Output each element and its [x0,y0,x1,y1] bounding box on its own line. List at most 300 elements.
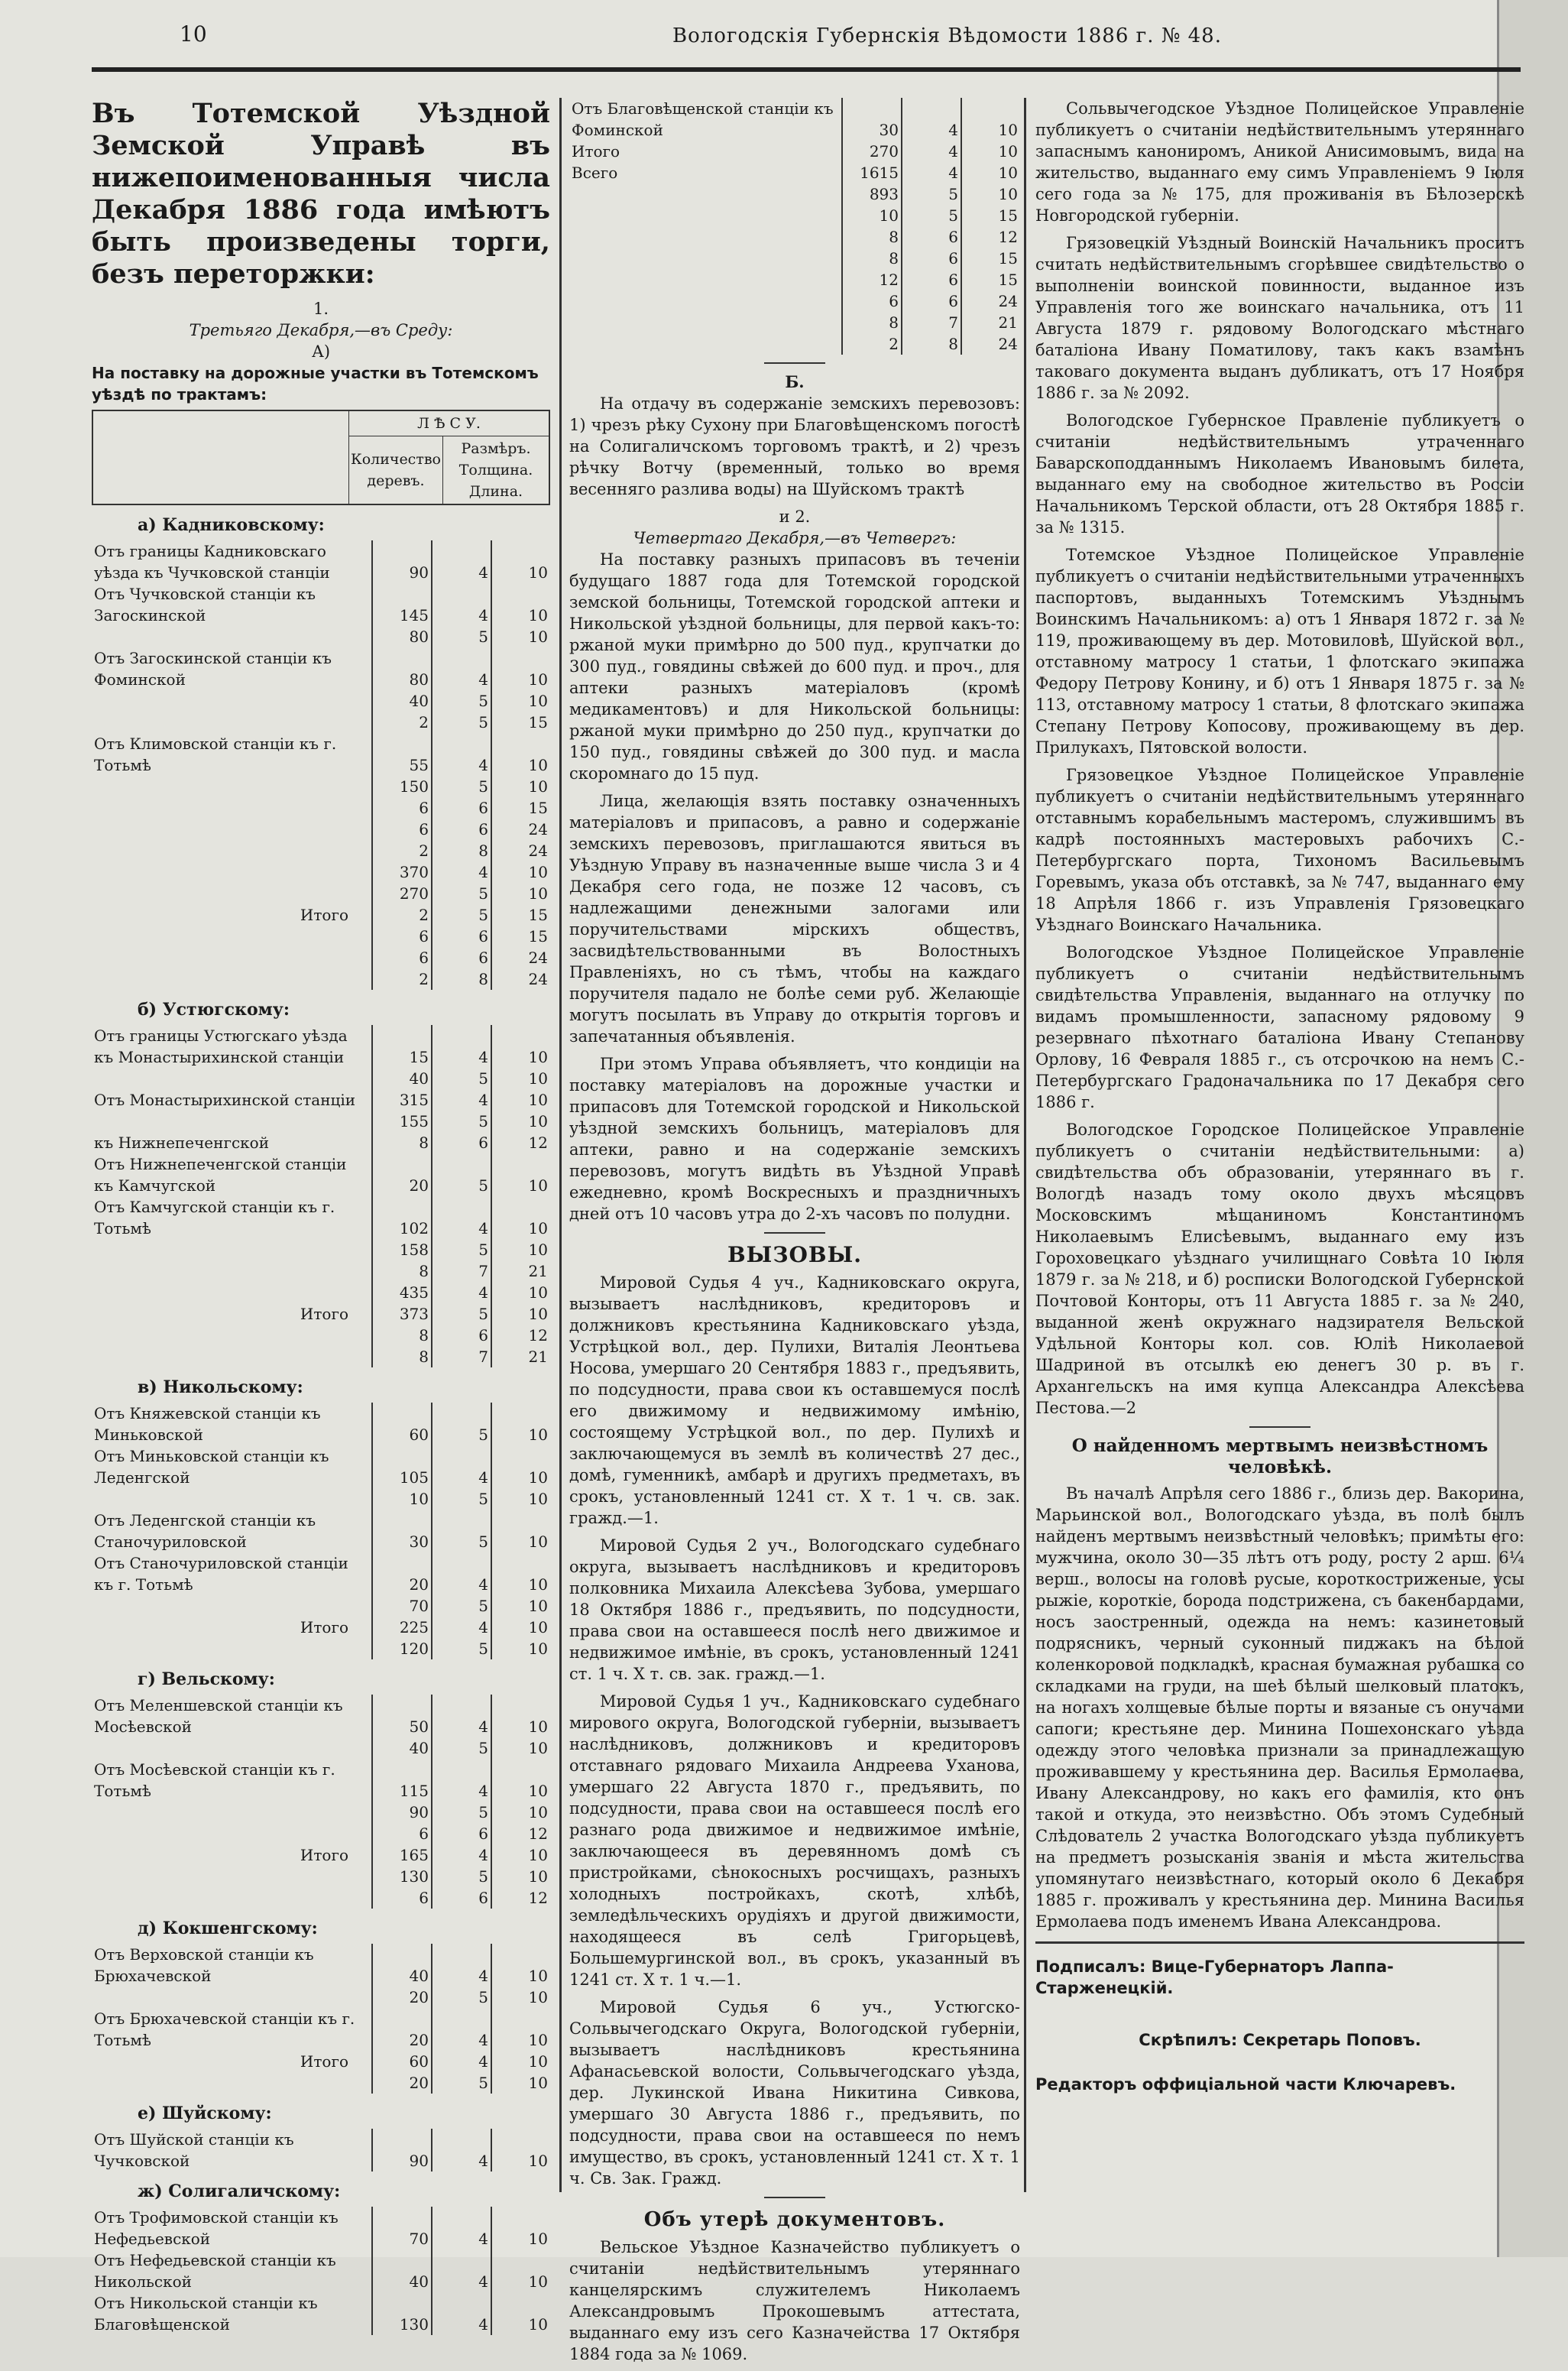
column-divider-1 [559,98,562,2192]
table-row [92,1239,550,1260]
row-thickness: 5 [432,904,491,926]
table-row [92,540,550,583]
table-row [92,861,550,883]
row-label: Отъ Брюхачевской станціи къ г. Тотьмѣ [94,2009,355,2049]
table-row [92,2051,550,2072]
row-label: Отъ Благовѣщенской станціи къ Фоминской [572,99,834,139]
row-length: 10 [491,2051,550,2072]
row-qty: 115 [372,1759,432,1802]
table-row [92,1866,550,1887]
size-header [442,436,549,505]
table-row [569,226,1020,248]
row-thickness: 4 [432,583,491,626]
row-label [92,776,372,797]
row-length: 10 [491,1759,550,1802]
row-qty: 80 [372,647,432,690]
table-row [92,840,550,861]
row-label [92,1737,372,1759]
row-length: 15 [491,712,550,733]
row-thickness: 4 [432,1944,491,1987]
signature-secretary: Скрѣпилъ: Секретарь Поповъ. [1139,2031,1421,2049]
qty-header: Количество деревъ. [349,436,443,505]
row-qty: 145 [372,583,432,626]
header-rule [92,67,1521,72]
row-thickness: 5 [432,712,491,733]
summons-1: Мировой Судья 4 уч., Кадниковскаго округа, вызываетъ наслѣдниковъ, кредиторовъ и должниковъ крестьянина Кадниковскаго уѣзда, Устрѣцкой вол., дер. Пулихи, Виталія Леонтьева Носова, умершаго 20 Сентября 1883 г., предъявить, по подсудности, права свои къ оставшемуся послѣ его движимому и недвижимому имѣнію, состоящему Устрѣцкой вол., по дер. Пулихѣ и заключающемуся въ землѣ въ количествѣ 27 дес., домѣ, гуменникѣ, амбарѣ и другихъ предметахъ, въ срокъ, установленный 1241 ст. X т. 1 ч. св. зак. гражд.—1. [569,1273,1020,1527]
supplies-paragraph: На поставку разныхъ припасовъ въ теченіи будущаго 1887 года для Тотемской городской земской больницы, Тотемской городской аптеки и Никольской уѣздной больницы, для первой какъ-то: ржаной муки примѣрно до 500 пуд., крупчатки до 300 пуд., говядины свѣжей до 600 пуд. и проч., для аптеки разныхъ матеріаловъ (кромѣ медикаментовъ) и для Никольской больницы: ржаной муки примѣрно до 250 пуд., крупчатки до 150 пуд., говядины свѣжей до 300 пуд. и масла скоромнаго до 15 пуд. [569,550,1020,783]
row-qty: 8 [842,312,902,333]
table-row [92,1488,550,1510]
row-qty: 270 [372,883,432,904]
row-qty: 435 [372,1282,432,1303]
row-thickness: 4 [432,1282,491,1303]
row-label [92,1111,372,1132]
table-row [92,1617,550,1638]
row-qty: 6 [372,947,432,968]
table-row [92,1303,550,1325]
row-qty: 90 [372,540,432,583]
table-row [92,1445,550,1488]
route-table [92,2129,550,2172]
row-qty: 130 [372,1866,432,1887]
row-thickness: 4 [432,1089,491,1111]
row-thickness: 5 [432,1595,491,1617]
row-label [569,226,842,248]
route-table [92,2207,550,2335]
summons-3: Мировой Судья 1 уч., Кадниковскаго судебнаго мирового округа, Вологодской губерніи, вызываетъ наслѣдниковъ, должниковъ и кредиторовъ отставнаго рядоваго Михаила Андреева Уханова, умершаго 22 Августа 1870 г., предъявить, по подсудности, права свои на оставшееся послѣ его разнаго рода движимое и недвижимое имѣніе, заключающееся въ деревянномъ домѣ съ пристройками, сѣнокосныхъ росчищахъ, разныхъ холодныхъ постройкахъ, скотѣ, хлѣбѣ, земледѣльческихъ орудіяхъ и другой движимости, находящееся въ селѣ Григорьцевѣ, Большемургинской вол., въ срокъ, указанный въ 1241 ст. X т. 1 ч.—1. [569,1692,1020,1989]
table-row [92,1638,550,1659]
row-length: 10 [491,1239,550,1260]
row-qty: 60 [372,2051,432,2072]
row-thickness: 4 [432,1025,491,1068]
table-row [92,2072,550,2094]
route-section-title: ж) Солигаличскому: [138,2181,341,2201]
row-label [92,1638,372,1659]
notice-6: Вологодское Уѣздное Полицейское Управленіе публикуетъ о считаніи недѣйствительнымъ свидѣтельства Управленія, выданнаго на отлучку по видамъ промышленности, запасному рядовому 9 резервнаго пѣхотнаго баталіона Ивану Степанову Орлову, 16 Февраля 1885 г., съ отсрочкою на немъ С.-Петербургскаго Градоначальника по 17 Декабря сего 1886 г. [1035,943,1524,1111]
row-thickness: 5 [432,1239,491,1260]
table-row [92,904,550,926]
divider [764,2197,825,2198]
row-thickness: 6 [432,1132,491,1153]
row-length: 10 [491,1552,550,1595]
row-label [569,248,842,269]
row-length: 10 [491,1987,550,2008]
row-label: Отъ Нефедьевской станціи къ Никольской [94,2251,336,2291]
divider [764,1232,825,1234]
lost-documents-text: Вельское Уѣздное Казначейство публикуетъ о считаніи недѣйствительнымъ утеряннаго канцелярскимъ служителемъ Николаемъ Александровымъ Прокошевымъ аттестата, выданнаго ему изъ сего Казначейства 17 Октября 1884 года за № 1069. [569,2238,1020,2363]
row-label: Отъ Станочуриловской станціи къ г. Тотьмѣ [94,1554,348,1594]
row-thickness: 5 [902,183,961,205]
row-thickness: 5 [432,776,491,797]
row-qty: 2 [372,968,432,990]
row-length: 10 [491,1617,550,1638]
row-label [92,1595,372,1617]
section-number: 1. [313,300,329,318]
row-label: Отъ Шуйской станціи къ Чучковской [94,2130,294,2170]
row-length: 24 [491,968,550,990]
row-length: 10 [491,1695,550,1737]
table-row [92,690,550,712]
row-length: 10 [491,647,550,690]
table-row [92,1346,550,1367]
row-qty: 102 [372,1196,432,1239]
row-label [92,1887,372,1909]
route-table [92,1025,550,1367]
row-qty: 105 [372,1445,432,1488]
row-label [569,312,842,333]
row-label [92,819,372,840]
row-thickness: 5 [432,1153,491,1196]
row-qty: 158 [372,1239,432,1260]
row-qty: 8 [372,1325,432,1346]
table-row [92,1089,550,1111]
row-qty: 2 [842,333,902,355]
row-qty: 80 [372,626,432,647]
row-length: 10 [491,1844,550,1866]
table-row [92,1844,550,1866]
row-qty: 6 [372,797,432,819]
row-qty: 2 [372,840,432,861]
row-length: 10 [491,2072,550,2094]
row-thickness: 6 [902,269,961,290]
route-section-title: г) Вельскому: [138,1669,275,1689]
row-label: Отъ границы Устюгскаго уѣзда къ Монастырихинской станціи [94,1027,348,1066]
row-thickness: 5 [432,2072,491,2094]
row-label: Отъ Монастырихинской станціи [94,1091,356,1109]
row-thickness: 4 [432,2292,491,2335]
row-thickness: 6 [432,1325,491,1346]
row-length: 10 [491,2207,550,2249]
second-date: Четвертаго Декабря,—въ Четвергъ: [633,529,957,547]
auction-date: Третьяго Декабря,—въ Среду: [189,321,453,339]
table-row [92,926,550,947]
table-row [92,1111,550,1132]
row-qty: 50 [372,1695,432,1737]
row-length: 10 [491,733,550,776]
row-label [569,333,842,355]
table-row [92,583,550,626]
row-qty: 120 [372,1638,432,1659]
table-row [92,1595,550,1617]
row-qty: 8 [372,1260,432,1282]
table-row [92,2207,550,2249]
row-label: Отъ Никольской станціи къ Благовѣщенской [94,2294,318,2334]
row-length: 10 [491,1595,550,1617]
notice-4: Тотемское Уѣздное Полицейское Управленіе публикуетъ о считаніи недѣйствительными утраченныхъ паспортовъ, выданныхъ Тотемскимъ Уѣзднымъ Воинскимъ Начальникомъ: а) отъ 1 Января 1872 г. за № 119, проживающему въ дер. Мотовиловѣ, Шуйской вол., отставному матросу 1 статьи, 1 флотскаго экипажа Федору Петрову Конину, и б) отъ 1 Января 1875 г. за № 113, отставному матросу 1 статьи, 8 флотскаго экипажа Степану Петрову Копосову, проживающему въ дер. Прилукахъ, Пятовской волости. [1035,546,1524,757]
row-qty: 40 [372,1737,432,1759]
table-row [92,1695,550,1737]
row-thickness: 5 [432,1488,491,1510]
row-thickness: 6 [432,797,491,819]
row-thickness: 5 [432,626,491,647]
row-qty: 12 [842,269,902,290]
signature-editor: Редакторъ оффиціальной части Ключаревъ. [1035,2075,1456,2094]
table-row [92,1987,550,2008]
row-length: 10 [491,540,550,583]
row-qty: 20 [372,1153,432,1196]
row-label: Отъ Княжевской станціи къ Миньковской [94,1404,321,1444]
row-thickness: 5 [432,690,491,712]
row-thickness: 4 [902,162,961,183]
table-row [92,797,550,819]
row-label: Отъ Нижнепеченгской станціи къ Камчугской [94,1155,347,1195]
row-label [92,861,372,883]
row-label: Итого [300,2052,348,2071]
row-thickness: 4 [432,1759,491,1802]
row-qty: 6 [372,1887,432,1909]
row-qty: 6 [372,926,432,947]
row-thickness: 5 [432,1068,491,1089]
row-thickness: 4 [432,1844,491,1866]
route-table [92,540,550,990]
newspaper-title: Вологодскія Губернскія Вѣдомости 1886 г. № 48. [672,24,1222,47]
row-length: 12 [491,1887,550,1909]
row-label [92,840,372,861]
row-label [92,2072,372,2094]
row-length: 10 [491,1068,550,1089]
table-row [92,1510,550,1552]
row-qty: 10 [372,1488,432,1510]
table-row [92,647,550,690]
row-length: 10 [491,1153,550,1196]
row-length: 10 [491,2249,550,2292]
notice-2: Грязовецкій Уѣздный Воинскій Начальникъ проситъ считать недѣйствительнымъ сгорѣвшее свидѣтельство о выполненіи воинской повинности, выданное изъ Управленія того же воинскаго начальника, отъ 11 Августа 1879 г. рядовому Вологодскаго мѣстнаго баталіона Ивану Поматилову, такъ какъ взамѣнъ таковаго документа выданъ дубликатъ, отъ 17 Ноября 1886 г. за № 2092. [1035,234,1524,402]
row-length: 15 [961,205,1020,226]
table-row [569,98,1020,141]
row-label [92,1866,372,1887]
route-table [92,1403,550,1659]
row-length: 15 [491,904,550,926]
row-length: 10 [491,1737,550,1759]
row-label [92,1346,372,1367]
row-thickness: 6 [432,926,491,947]
row-qty: 6 [372,1823,432,1844]
row-thickness: 5 [432,1737,491,1759]
row-thickness: 4 [432,1445,491,1488]
row-thickness: 6 [432,1823,491,1844]
row-thickness: 4 [432,2129,491,2172]
row-thickness: 5 [432,1510,491,1552]
row-length: 10 [491,2008,550,2051]
row-qty: 20 [372,2072,432,2094]
row-length: 10 [491,1111,550,1132]
page-number: 10 [180,21,207,47]
row-thickness: 4 [432,647,491,690]
row-label [92,1802,372,1823]
row-qty: 6 [372,819,432,840]
table-row [92,1944,550,1987]
row-length: 10 [961,162,1020,183]
row-label [92,968,372,990]
row-label: Отъ Леденгской станціи къ Станочуриловской [94,1511,316,1551]
row-length: 10 [491,1403,550,1445]
row-thickness: 5 [902,205,961,226]
signature-vice-governor: Подписалъ: Вице-Губернаторъ Лаппа-Старженецкій. [1035,1957,1394,1997]
row-thickness: 6 [902,290,961,312]
section-and-2: и 2. [779,508,811,526]
row-qty: 8 [372,1132,432,1153]
row-qty: 90 [372,2129,432,2172]
row-label [569,269,842,290]
column-divider-2 [1024,98,1026,2192]
row-label: къ Нижнепеченгской [94,1134,270,1152]
table-row [92,2008,550,2051]
row-label: Отъ Загоскинской станціи къ Фоминской [94,649,332,689]
row-thickness: 4 [432,1196,491,1239]
row-length: 10 [491,1944,550,1987]
row-label: Отъ Чучковской станціи къ Загоскинской [94,585,316,624]
row-length: 10 [491,1196,550,1239]
row-thickness: 4 [432,2008,491,2051]
row-label [92,947,372,968]
row-thickness: 5 [432,1987,491,2008]
row-length: 12 [491,1325,550,1346]
table-row [92,947,550,968]
row-thickness: 4 [432,2207,491,2249]
row-thickness: 5 [432,1403,491,1445]
table-row [569,269,1020,290]
route-sections [92,514,550,2335]
row-label: Отъ Миньковской станціи къ Леденгской [94,1447,329,1487]
row-qty: 315 [372,1089,432,1111]
row-qty: 55 [372,733,432,776]
table-row [92,1025,550,1068]
summons-title: ВЫЗОВЫ. [727,1242,862,1267]
table-row [92,1823,550,1844]
auction-subject: На поставку на дорожные участки въ Тотемскомъ уѣздѣ по трактамъ: [92,364,539,404]
row-length: 10 [491,2129,550,2172]
row-qty: 20 [372,1552,432,1595]
length-label: Длина. [468,483,523,500]
notice-5: Грязовецкое Уѣздное Полицейское Управленіе публикуетъ о считаніи недѣйствительнымъ утеряннаго отставнымъ корабельнымъ мастеромъ, служившимъ въ кадрѣ постоянныхъ мастеровыхъ рабочихъ С.-Петербургскаго порта, Тихономъ Васильевымъ Горевымъ, указа объ отставкѣ, за № 747, выданнаго ему 18 Апрѣля 1866 г. изъ Управленія Грязовецкаго Уѣзднаго Воинскаго Начальника. [1035,766,1524,934]
table-row [92,1403,550,1445]
row-length: 15 [961,248,1020,269]
totals-table [569,98,1020,355]
row-thickness: 5 [432,1802,491,1823]
section-b-letter: Б. [785,372,805,391]
table-row [92,1282,550,1303]
table-row [92,819,550,840]
table-row [92,1325,550,1346]
lost-documents-title: Объ утерѣ документовъ. [643,2208,946,2231]
summons-2: Мировой Судья 2 уч., Вологодскаго судебнаго округа, вызываетъ наслѣдниковъ и кредиторовъ полковника Михаила Алексѣева Зубова, умершаго 18 Октября 1886 г., предъявить, по подсудности, права свои на оставшееся послѣ него движимое и недвижимое имѣніе, въ срокъ, установленный 1241 ст. 1 ч. X т. св. зак. гражд.—1. [569,1536,1020,1683]
row-qty: 40 [372,2249,432,2292]
row-length: 24 [961,290,1020,312]
row-qty: 20 [372,2008,432,2051]
notice-7: Вологодское Городское Полицейское Управленіе публикуетъ о считаніи недѣйствительными: а) свидѣтельства объ образованіи, утеряннаго въ г. Вологдѣ назадъ тому около двухъ мѣсяцовъ Московскимъ мѣщаниномъ Константиномъ Николаевымъ Елисѣевымъ, выданнаго ему изъ Гороховецкаго уѣзднаго училищнаго Совѣта 10 Іюля 1879 г. за № 218, и б) росписки Вологодской Губернской Почтовой Конторы, отъ 11 Августа 1885 г. за № 240, выданной женѣ окружнаго надзирателя Вельской Удѣльной Конторы кол. сов. Юліѣ Николаевой Шадриной въ отсылкѣ ею денегъ 30 р. въ г. Архангельскъ на имя купца Александра Алексѣева Пестова.—2 [1035,1121,1524,1417]
row-label [92,1239,372,1260]
row-length: 15 [491,926,550,947]
row-thickness: 5 [432,1638,491,1659]
found-body-text: Въ началѣ Апрѣля сего 1886 г., близь дер. Вакорина, Марьинской вол., Вологодскаго уѣзда, въ полѣ былъ найденъ мертвымъ неизвѣстный человѣкъ; примѣты его: мужчина, около 30—35 лѣтъ отъ роду, росту 2 арш. 6¼ верш., волосы на головѣ русые, короткостриженые, усы рыжіе, короткіе, борода подстрижена, съ бакенбардами, носъ заостренный, одежда на немъ: казинетовый подрясникъ, черный суконный пиджакъ на бѣлой коленкоровой подкладкѣ, красная бумажная рубашка со складками на груди, на шеѣ бѣлый шелковый платокъ, на ногахъ холщевые бѣлые порты и вязаные съ онучами сапоги; крестьяне дер. Минина Пошехонскаго уѣзда одежду этого человѣка признали за принадлежащую проживавшему у крестьянина дер. Василья Ермолаева, Ивану Александрову, но какъ его фамилія, кто онъ такой и откуда, это неизвѣстно. Объ этомъ Судебный Слѣдователь 2 участка Вологодскаго уѣзда публикуетъ на предметъ розысканія званія и мѣста жительства упомянутаго неизвѣстнаго, который около 6 Декабря 1885 г. проживалъ у крестьянина дер. Минина Василья Ермолаева подъ именемъ Ивана Александрова. [1035,1484,1524,1931]
row-qty: 10 [842,205,902,226]
table-row [92,1260,550,1282]
row-length: 10 [491,1866,550,1887]
row-length: 10 [491,1638,550,1659]
row-thickness: 6 [902,248,961,269]
conditions-paragraph: При этомъ Управа объявляетъ, что кондиціи на поставку матеріаловъ на дорожные участки и припасовъ для Тотемской городской и Никольской уѣздной земскихъ больницъ, матеріаловъ для аптеки, равно и на содержаніе земскихъ перевозовъ, могутъ видѣть въ Уѣздной Управѣ ежедневно, кромѣ Воскресныхъ и праздничныхъ дней отъ 10 часовъ утра до 2-хъ часовъ по полудни. [569,1055,1020,1223]
row-qty: 270 [842,141,902,162]
row-qty: 40 [372,690,432,712]
row-length: 10 [491,861,550,883]
row-thickness: 5 [432,1303,491,1325]
divider [1249,1426,1310,1428]
table-row [569,183,1020,205]
row-thickness: 6 [432,1887,491,1909]
lesu-label: Л Ѣ С У. [349,410,550,436]
row-label [92,626,372,647]
row-thickness: 4 [432,2051,491,2072]
row-qty: 8 [372,1346,432,1367]
row-qty: 370 [372,861,432,883]
route-section-title: а) Кадниковскому: [138,515,325,535]
row-length: 10 [961,183,1020,205]
row-length: 21 [491,1260,550,1282]
row-thickness: 4 [432,861,491,883]
table-row [92,1759,550,1802]
row-label [92,1488,372,1510]
table-row [92,1068,550,1089]
row-qty: 6 [842,290,902,312]
row-qty: 40 [372,1944,432,1987]
row-label [92,1068,372,1089]
column-3 [1035,98,1524,2107]
row-label: Отъ Меленшевской станціи къ Мосѣевской [94,1696,343,1736]
row-thickness: 4 [432,2249,491,2292]
row-length: 12 [491,1132,550,1153]
row-length: 10 [491,883,550,904]
row-qty: 30 [372,1510,432,1552]
row-length: 10 [491,1445,550,1488]
row-length: 10 [491,1488,550,1510]
row-length: 24 [491,947,550,968]
row-length: 15 [491,797,550,819]
row-thickness: 6 [902,226,961,248]
summons-4: Мировой Судья 6 уч., Устюгско-Сольвычегодскаго Округа, Вологодской губерніи, вызываетъ наслѣдниковъ крестьянина Афанасьевской волости, Сольвычегодскаго уѣзда, дер. Лукинской Ивана Никитина Сивкова, умершаго 30 Августа 1886 г., предъявить, по подсудности, права свои на оставшееся по немъ имущество, въ срокъ, установленный 1241 ст. X т. 1 ч. Св. Зак. Гражд. [569,1998,1020,2188]
row-qty: 70 [372,2207,432,2249]
row-label: Отъ Климовской станціи къ г. Тотьмѣ [94,735,337,774]
section-b-text: На отдачу въ содержаніе земскихъ перевозовъ: 1) чрезъ рѣку Сухону при Благовѣщенскомъ погостѣ на Солигаличскомъ торговомъ трактѣ, и 2) чрезъ рѣчку Вотчу (временный, только во время весенняго разлива воды) на Шуйскомъ трактѣ [569,394,1020,498]
route-section-title: д) Кокшенгскому: [138,1919,318,1938]
row-length: 10 [961,141,1020,162]
divider [764,362,825,364]
thickness-label: Толщина. [458,462,533,478]
row-thickness: 6 [432,947,491,968]
row-length: 21 [491,1346,550,1367]
route-table [92,1695,550,1909]
table-row [569,162,1020,183]
route-table [92,1944,550,2094]
table-row [92,1132,550,1153]
section-letter: А) [311,342,331,361]
row-thickness: 7 [432,1260,491,1282]
table-row [92,1196,550,1239]
row-qty: 130 [372,2292,432,2335]
row-qty: 150 [372,776,432,797]
row-label [569,205,842,226]
row-qty: 8 [842,248,902,269]
row-qty: 225 [372,1617,432,1638]
row-label: Отъ границы Кадниковскаго уѣзда къ Чучковской станціи [94,542,330,582]
table-row [92,2129,550,2172]
row-thickness: 8 [902,333,961,355]
row-label [92,926,372,947]
table-row [92,712,550,733]
table-row [92,776,550,797]
row-length: 21 [961,312,1020,333]
table-row [569,333,1020,355]
row-length: 10 [961,98,1020,141]
